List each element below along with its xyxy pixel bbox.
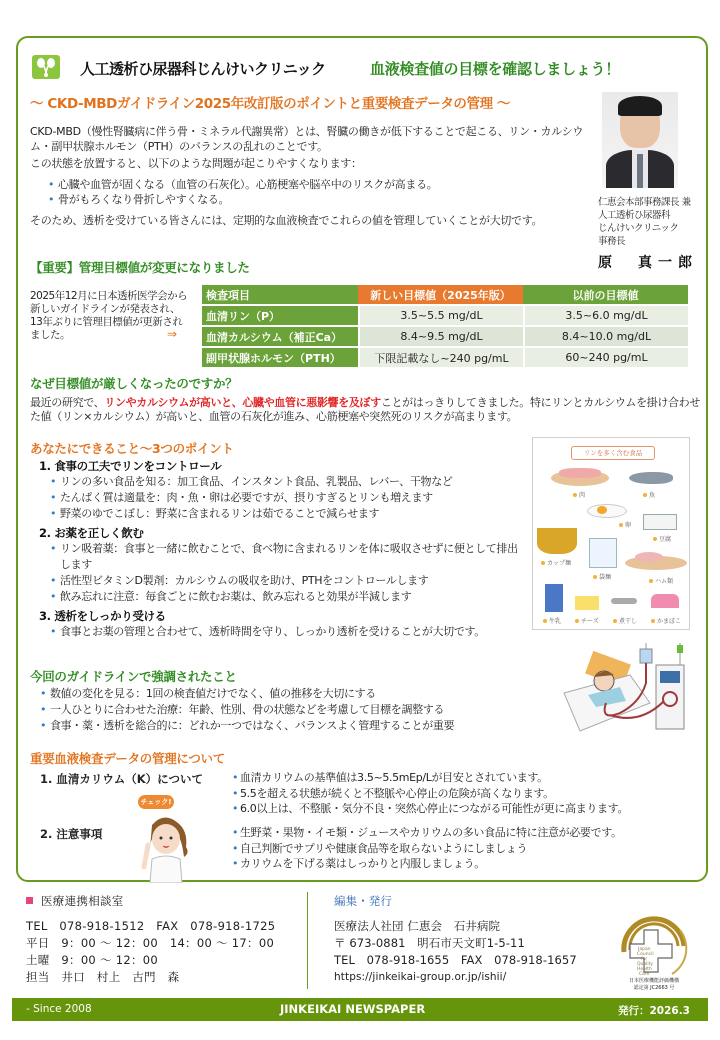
column-header-item: 検査項目 [202, 285, 358, 304]
nurse-illustration [130, 795, 200, 883]
author-caption [598, 196, 698, 248]
point-title: 2. お薬を正しく飲む [39, 526, 144, 540]
intro-bullets [48, 177, 595, 207]
old-value: 8.4~10.0 mg/dL [523, 327, 688, 346]
point-bullet: • 食事とお薬の管理と合わせて、透析時間を守り、しっかり透析を受けることが大切です。 [50, 624, 570, 640]
arrow-right-icon: ⇒ [167, 327, 178, 341]
table-header-row [202, 285, 688, 304]
svg-text:Care: Care [639, 972, 650, 977]
guideline-bullet: • 数値の変化を見る：1回の検査値だけでなく、値の推移を大切にする [40, 686, 560, 702]
caution-bullet: • 自己判断でサプリや健康食品等を取らないようにしましょう [232, 841, 702, 857]
pink-square-icon [26, 897, 33, 904]
illustration-title: リンを多く含む食品 [571, 446, 655, 460]
table-row [202, 348, 688, 367]
kdata-heading: 重要血液検査データの管理について [30, 751, 225, 766]
points-heading: あなたにできること～3つのポイント [30, 441, 234, 456]
food-label: 魚 [649, 492, 656, 499]
publisher-line: 医療法人社団 仁恵会 石井病院 [334, 919, 501, 933]
guideline-heading: 今回のガイドラインで強調されたこと [30, 669, 237, 684]
caption-line: 人工透析ひ尿器科 [598, 210, 671, 221]
caption-line: 事務長 [598, 236, 626, 247]
table-row [202, 306, 688, 325]
table-row [202, 327, 688, 346]
subtitle: ～ CKD-MBDガイドライン2025年改訂版のポイントと重要検査データの管理 ～ [30, 96, 511, 112]
publisher-line: 〒 673-0881 明石市天文町1-5-11 [334, 936, 525, 950]
points-list [30, 458, 550, 643]
update-note: 2025年12月に日本透析医学会から新しいガイドラインが発表され、13年ぶりに管理目標値が更新されました。 [30, 290, 188, 341]
bottom-bar [12, 998, 708, 1021]
food-label: 卵 [625, 522, 632, 529]
footer-divider [307, 892, 308, 989]
why-body [30, 396, 700, 424]
why-highlight: リンやカルシウムが高いと、心臓や血管に悪影響を及ぼす [104, 396, 381, 409]
why-heading: なぜ目標値が厳しくなったのですか？ [30, 376, 238, 391]
point-bullet: • 野菜のゆでこぼし：野菜に含まれるリンは茹でることで減らせます [50, 506, 550, 522]
guideline-bullet: • 一人ひとりに合わせた治療：年齢、性別、骨の状態などを考慮して目標を調整する [40, 702, 560, 718]
headline: 血液検査値の目標を確認しましょう！ [370, 60, 620, 78]
issue-date: 発行：2026.3 [617, 1005, 690, 1017]
phosphorus-foods-illustration [532, 437, 690, 630]
svg-text:Health: Health [637, 967, 652, 972]
new-value: 3.5~5.5 mg/dL [358, 306, 523, 325]
old-value: 60~240 pg/mL [523, 348, 688, 367]
contact-line: TEL 078-918-1512 FAX 078-918-1725 [26, 919, 276, 933]
intro-paragraph-1: CKD-MBD（慢性腎臓病に伴う骨・ミネラル代謝異常）とは、腎臓の働きが低下することで起こる、リン・カルシウム・副甲状腺ホルモン（PTH）のバランスの乱れのことです。 [30, 125, 584, 153]
publisher-heading: 編集・発行 [334, 894, 392, 908]
point-bullet: • 飲み忘れに注意：毎食ごとに飲むお薬は、飲み忘れると効果が半減します [50, 589, 550, 605]
point-title: 1. 食事の工夫でリンをコントロール [39, 459, 222, 473]
food-label: チーズ [581, 618, 599, 625]
guideline-list [40, 686, 560, 734]
since-label: - Since 2008 [26, 1003, 92, 1015]
food-label: 袋麺 [599, 574, 612, 581]
badge-org: 日本医療機能評価機構 [628, 978, 679, 984]
badge-text: Japan [638, 947, 651, 952]
food-label: かまぼこ [657, 618, 682, 625]
caution-bullet: • 生野菜・果物・イモ類・ジュースやカリウムの多い食品に特に注意が必要です。 [232, 825, 702, 841]
point-bullet: • たんぱく質は適量を：肉・魚・卵は必要ですが、摂りすぎるとリンも増えます [50, 490, 550, 506]
badge-cert: 認定第 JC2663 号 [633, 985, 675, 991]
important-heading: 【重要】管理目標値が変更になりました [30, 260, 250, 275]
caution-title: 2. 注意事項 [40, 827, 103, 841]
intro-section [30, 124, 595, 230]
food-label: 牛乳 [549, 618, 562, 625]
old-value: 3.5~6.0 mg/dL [523, 306, 688, 325]
caution-list [232, 825, 702, 872]
dialysis-patient-illustration [560, 643, 690, 743]
publisher-line: TEL 078-918-1655 FAX 078-918-1657 [334, 953, 577, 967]
new-value: 8.4~9.5 mg/dL [358, 327, 523, 346]
target-values-table [202, 283, 688, 369]
food-label: 豆腐 [659, 536, 672, 543]
clinic-name: 人工透析ひ尿器科じんけいクリニック [80, 60, 326, 78]
potassium-bullet: • 血清カリウムの基準値は3.5~5.5mEp/Lが目安とされています。 [232, 770, 702, 786]
column-header-old: 以前の目標値 [523, 285, 688, 304]
potassium-list [232, 770, 702, 817]
guideline-bullet: • 食事・薬・透析を総合的に：どれか一つではなく、バランスよく管理することが重要 [40, 718, 560, 734]
intro-paragraph-3: そのため、透析を受けている皆さんには、定期的な血液検査でこれらの値を管理していくことが大切です。 [30, 214, 543, 227]
contact-line: 担当 井口 村上 古門 森 [26, 970, 180, 984]
svg-text:for: for [641, 957, 648, 962]
intro-bullet: • 骨がもろくなり骨折しやすくなる。 [48, 192, 595, 207]
intro-paragraph-2: この状態を放置すると、以下のような問題が起こりやすくなります： [30, 157, 362, 170]
row-label: 副甲状腺ホルモン（PTH） [202, 348, 358, 367]
caption-line: じんけいクリニック [598, 223, 679, 234]
jcqhc-accreditation-badge [618, 900, 690, 992]
row-label: 血清カルシウム（補正Ca） [202, 327, 358, 346]
newspaper-title: JINKEIKAI NEWSPAPER [280, 1002, 426, 1016]
potassium-bullet: • 6.0以上は、不整脈・気分不良・突然心停止につながる可能性が更に高まります。 [232, 801, 702, 817]
potassium-title: 1. 血清カリウム（K）について [40, 772, 203, 786]
row-label: 血清リン（P） [202, 306, 358, 325]
contact-line: 土曜 9：00 ～ 12：00 [26, 953, 159, 967]
svg-text:Quality: Quality [637, 962, 654, 967]
contact-line: 平日 9：00 ～ 12：00 14：00 ～ 17：00 [26, 936, 275, 950]
intro-bullet: • 心臓や血管が固くなる（血管の石灰化）。心筋梗塞や脳卒中のリスクが高まる。 [48, 177, 595, 192]
contact-heading [26, 893, 296, 910]
kidney-icon [32, 55, 60, 79]
new-value: 下限記載なし~240 pg/mL [358, 348, 523, 367]
point-bullet: • リンの多い食品を知る：加工食品、インスタント食品、乳製品、レバー、干物など [50, 474, 550, 490]
point-title: 3. 透析をしっかり受ける [39, 609, 166, 623]
food-label: ハム類 [655, 578, 674, 585]
svg-text:Council: Council [637, 952, 654, 957]
column-header-new: 新しい目標値（2025年版） [358, 285, 523, 304]
contact-heading-text: 医療連携相談室 [41, 894, 124, 908]
author-name: 原 真一郎 [598, 255, 698, 271]
potassium-bullet: • 5.5を超える状態が続くと不整脈や心停止の危険が高くなります。 [232, 786, 702, 802]
food-label: 肉 [579, 492, 586, 499]
author-photo [602, 92, 678, 188]
point-bullet: • 活性型ビタミンD製剤：カルシウムの吸収を助け、PTHをコントロールします [50, 573, 550, 589]
caption-line: 仁恵会本部事務課長 兼 [598, 197, 691, 208]
why-text: 最近の研究で、 [30, 396, 105, 409]
point-bullet: • リン吸着薬：食事と一緒に飲むことで、食べ物に含まれるリンを体に吸収させずに便として排出します [50, 541, 520, 573]
food-label: 煮干し [619, 618, 638, 625]
caution-bullet: • カリウムを下げる薬はしっかりと内服しましょう。 [232, 856, 702, 872]
why-text: ことがはっきりしてきました。特にリンとカルシウムを掛け合わせた値（リン×カルシウム）が高いと、血管の石灰化が進み、心筋梗塞や突然死のリスクが高まります。 [30, 396, 700, 423]
contact-section [26, 893, 296, 986]
publisher-url[interactable]: https://jinkeikai-group.or.jp/ishii/ [334, 971, 507, 983]
food-label: カップ麺 [547, 560, 571, 567]
publisher-section [334, 893, 614, 986]
check-bubble: チェック! [138, 795, 174, 809]
